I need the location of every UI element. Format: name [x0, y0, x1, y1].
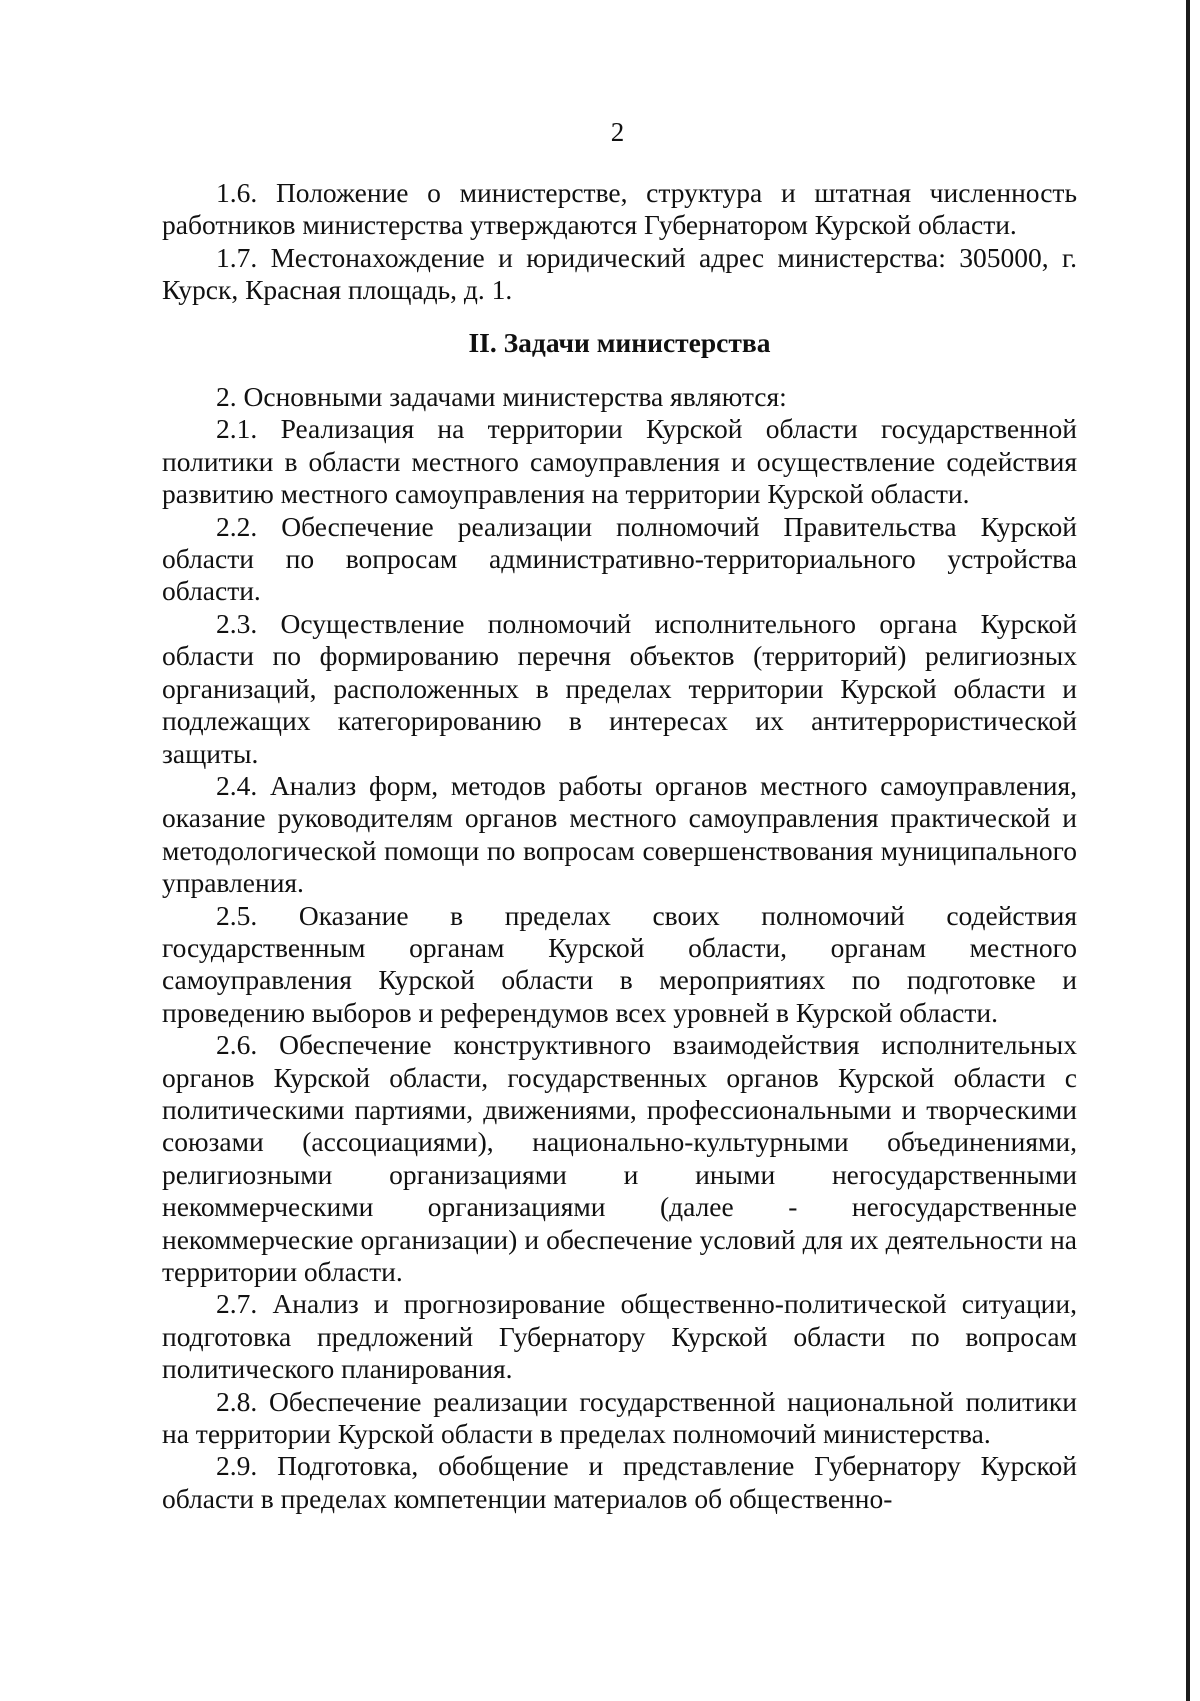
- document-body: [162, 177, 1077, 1515]
- paragraph-2-7: 2.7. Анализ и прогнозирование общественно-политической ситуации, подготовка предложений Губернатору Курской области по вопросам политического планирования.: [162, 1288, 1077, 1385]
- paragraph-2-8: 2.8. Обеспечение реализации государственной национальной политики на территории Курской области в пределах полномочий министерства.: [162, 1385, 1077, 1450]
- paragraph-2-2: 2.2. Обеспечение реализации полномочий Правительства Курской области по вопросам административно-территориального устройства области.: [162, 510, 1077, 607]
- paragraph-2: 2. Основными задачами министерства являются:: [216, 381, 787, 413]
- paragraph-2-6: 2.6. Обеспечение конструктивного взаимодействия исполнительных органов Курской области, государственных органов Курской области с политическими партиями, движениями, профессиональными и творческими союзами (ассоциациями), национально-культурными объединениями, религиозными организациями и иными негосударственными некоммерческими организациями (далее - негосударственные некоммерческие организации) и обеспечение условий для их деятельности на территории области.: [162, 1029, 1077, 1287]
- paragraph-2-1: 2.1. Реализация на территории Курской области государственной политики в области местного самоуправления и осуществление содействия развитию местного самоуправления на территории Курской области.: [162, 413, 1077, 510]
- paragraph-1-6: 1.6. Положение о министерстве, структура и штатная численность работников министерства утверждаются Губернатором Курской области.: [162, 177, 1077, 241]
- paragraph-2-3: 2.3. Осуществление полномочий исполнительного органа Курской области по формированию перечня объектов (территорий) религиозных организаций, расположенных в пределах территории Курской области и подлежащих категорированию в интересах их антитеррористической защиты.: [162, 607, 1077, 769]
- section-heading: II. Задачи министерства: [468, 326, 771, 358]
- paragraph-2-5: 2.5. Оказание в пределах своих полномочий содействия государственным органам Курской области, органам местного самоуправления Курской области в мероприятиях по подготовке и проведению выборов и референдумов всех уровней в Курской области.: [162, 899, 1077, 1028]
- paragraph-1-7: 1.7. Местонахождение и юридический адрес министерства: 305000, г. Курск, Красная площадь, д. 1.: [162, 241, 1077, 306]
- paragraph-2-4: 2.4. Анализ форм, методов работы органов местного самоуправления, оказание руководителям органов местного самоуправления практической и методологической помощи по вопросам совершенствования муниципального управления.: [162, 769, 1077, 899]
- page-number: 2: [610, 117, 625, 147]
- paragraph-2-9: 2.9. Подготовка, обобщение и представление Губернатору Курской области в пределах компетенции материалов об общественно-: [162, 1450, 1077, 1514]
- scan-edge-line: [1186, 0, 1190, 1701]
